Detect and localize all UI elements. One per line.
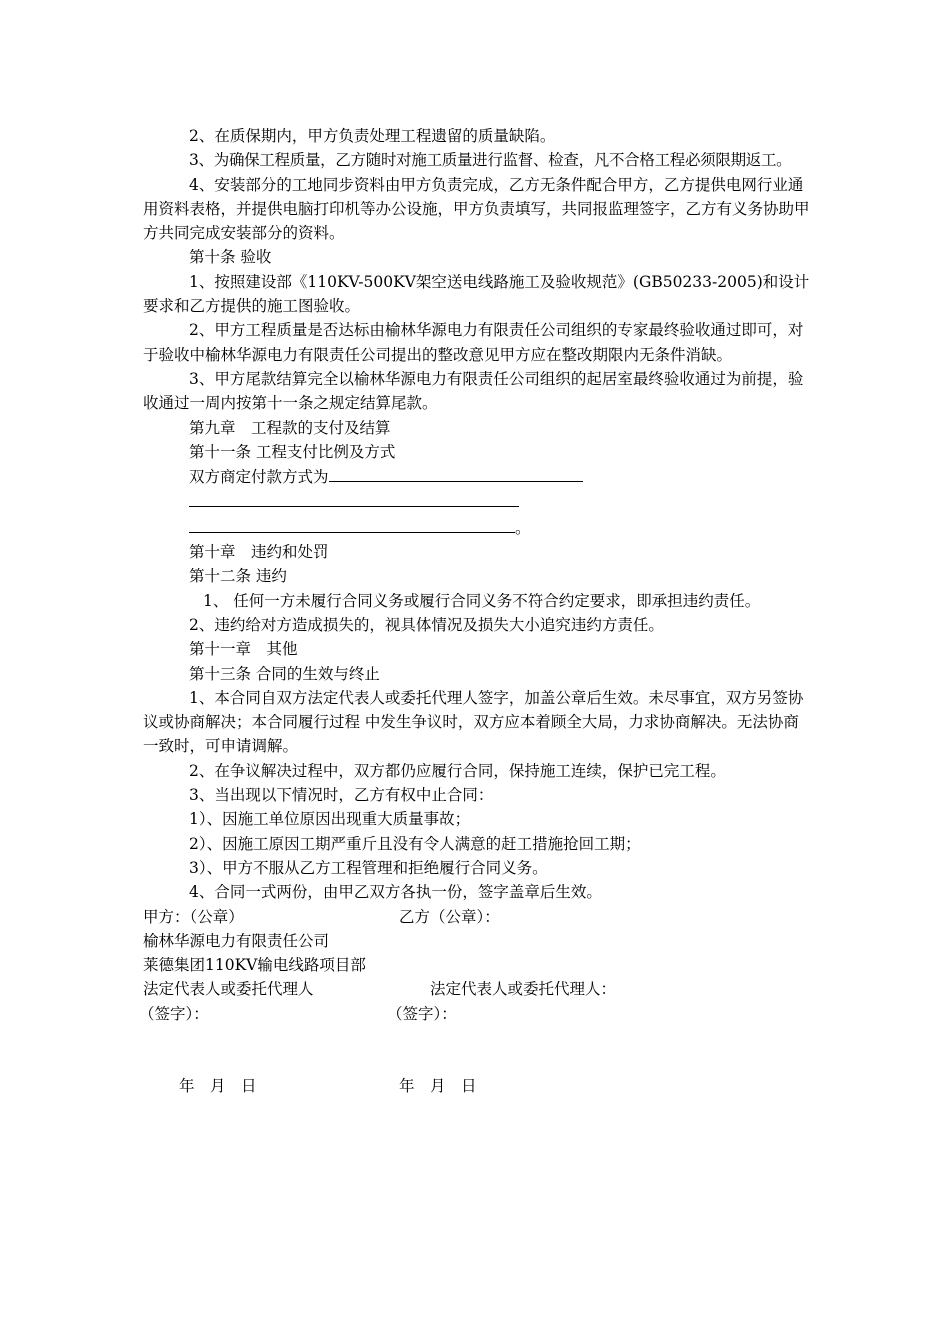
payment-blank-line	[143, 489, 813, 514]
article-title: 第十三条 合同的生效与终止	[189, 664, 380, 683]
article-title: 第十二条 违约	[189, 567, 287, 586]
signature-row-date	[143, 1074, 813, 1098]
clause-paragraph: 3、为确保工程质量，乙方随时对施工质量进行监督、检查，凡不合格工程必须限期返工。	[189, 151, 792, 170]
clause-paragraph: 2、在争议解决过程中，双方都仍应履行合同，保持施工连续，保护已完工程。	[189, 761, 726, 780]
payment-blank-line	[143, 515, 813, 540]
payment-blank-2	[189, 489, 519, 507]
signature-row-rep	[143, 977, 813, 1001]
payment-blank-3	[189, 515, 515, 533]
chapter-title: 第十章 违约和处罚	[189, 543, 329, 562]
payment-blank-1	[329, 464, 583, 482]
contract-body	[139, 124, 813, 1098]
date-a: 年 月 日	[179, 1076, 257, 1095]
sign-b-label: （签字）：	[387, 1004, 457, 1023]
chapter-title: 第九章 工程款的支付及结算	[189, 418, 391, 437]
party-b-label: 乙方（公章）：	[399, 907, 500, 926]
clause-paragraph: 1、本合同自双方法定代表人或委托代理人签字，加盖公章后生效。未尽事宜，双方另签协议或协商解决；本合同履行过程 中发生争议时，双方应本着顾全大局，力求协商解决。无法协商一致时，可申请调解。	[143, 688, 804, 756]
chapter-title: 第十一章 其他	[189, 640, 298, 659]
signature-row-org-a	[143, 929, 813, 953]
rep-a-label: 法定代表人或委托代理人	[143, 980, 314, 999]
clause-subitem: 2）、因施工原因工期严重斤且没有令人满意的赶工措施抢回工期；	[189, 834, 641, 853]
signature-row-sign	[139, 1002, 813, 1026]
party-a-org: 榆林华源电力有限责任公司	[143, 931, 330, 950]
payment-label: 双方商定付款方式为	[189, 468, 329, 487]
rep-b-label: 法定代表人或委托代理人：	[430, 980, 617, 999]
signature-space	[143, 1026, 813, 1074]
signature-row-org-b	[143, 953, 813, 977]
clause-paragraph: 2、违约给对方造成损失的，视具体情况及损失大小追究违约方责任。	[189, 615, 664, 634]
clause-subitem: 1）、因施工单位原因出现重大质量事故；	[189, 810, 471, 829]
clause-paragraph: 3、甲方尾款结算完全以榆林华源电力有限责任公司组织的起居室最终验收通过为前提，验收通过一周内按第十一条之规定结算尾款。	[143, 369, 804, 413]
clause-paragraph: 1、按照建设部《110KV-500KV架空送电线路施工及验收规范》(GB50233-2005)和设计要求和乙方提供的施工图验收。	[143, 272, 810, 316]
clause-paragraph: 1、 任何一方未履行合同义务或履行合同义务不符合约定要求，即承担违约责任。	[203, 591, 761, 610]
clause-paragraph: 4、安装部分的工地同步资料由甲方负责完成，乙方无条件配合甲方，乙方提供电网行业通用资料表格，并提供电脑打印机等办公设施，甲方负责填写，共同报监理签字，乙方有义务协助甲方共同完成安装部分的资料。	[143, 175, 810, 243]
clause-paragraph: 3、当出现以下情况时，乙方有权中止合同：	[189, 786, 494, 805]
clause-subitem: 3）、甲方不服从乙方工程管理和拒绝履行合同义务。	[189, 858, 548, 877]
clause-paragraph: 2、在质保期内，甲方负责处理工程遗留的质量缺陷。	[189, 127, 556, 145]
article-title: 第十条 验收	[189, 248, 272, 267]
sign-a-label: （签字）：	[139, 1004, 209, 1023]
party-b-org: 莱德集团110KV输电线路项目部	[143, 956, 366, 975]
party-a-label: 甲方：（公章）	[143, 907, 244, 926]
clause-paragraph: 4、合同一式两份，由甲乙双方各执一份，签字盖章后生效。	[189, 883, 602, 902]
clause-paragraph: 2、甲方工程质量是否达标由榆林华源电力有限责任公司组织的专家最终验收通过即可，对于验收中榆林华源电力有限责任公司提出的整改意见甲方应在整改期限内无条件消缺。	[143, 321, 804, 364]
article-title: 第十一条 工程支付比例及方式	[189, 442, 396, 461]
payment-method-line	[143, 464, 813, 489]
payment-period: 。	[515, 518, 531, 537]
signature-row-party	[143, 905, 813, 929]
date-b: 年 月 日	[399, 1076, 477, 1095]
